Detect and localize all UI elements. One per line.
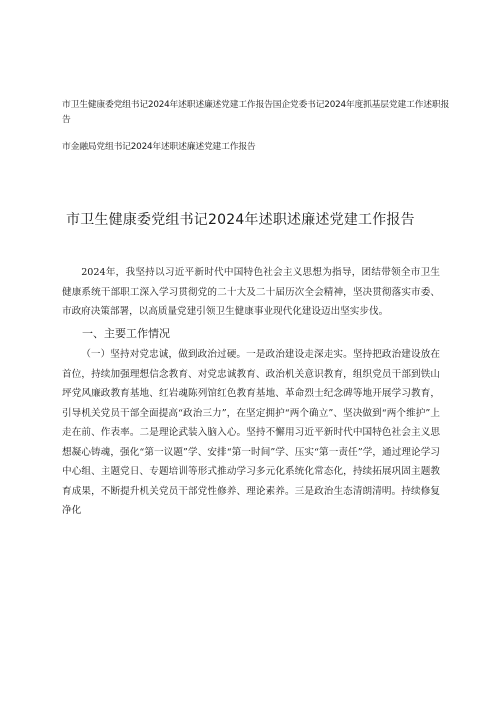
section-paragraph: （一）坚持对党忠诚，做到政治过硬。一是政治建设走深走实。坚持把政治建设放在首位，持续加强理想信念教育、对党忠诚教育、政治机关意识教育，组织党员干部到铁山坪党风廉政教育基地、红岩魂陈列馆红色教育基地、革命烈士纪念碑等地开展学习教育，引导机关党员干部全面提高“政治三力”，在坚定拥护“两个确立”、坚决做到“两个维护”上走在前、作表率。二是理论武装入脑入心。坚持不懈用习近平新时代中国特色社会主义思想凝心铸魂，强化“第一议题”学、安排“第一时间”学、压实“第一责任”学，通过理论学习中心组、主题党日、专题培训等形式推动学习多元化系统化常态化，持续拓展巩固主题教育成果，不断提升机关党员干部党性修养、理论素养。三是政治生态清朗清明。持续修复净化 (62, 349, 440, 516)
related-articles-list (62, 98, 454, 155)
intro-paragraph: 2024年，我坚持以习近平新时代中国特色社会主义思想为指导，团结带领全市卫生健康系统干部职工深入学习贯彻党的二十大及二十届历次全会精神，坚决贯彻落实市委、市政府决策部署，以高质量党建引领卫生健康事业现代化建设迈出坚实步伐。 (62, 267, 440, 317)
document-title: 市卫生健康委党组书记2024年述职述廉述党建工作报告 (66, 212, 415, 228)
document-body (62, 263, 440, 521)
related-article-link[interactable]: 市卫生健康委党组书记2024年述职述廉述党建工作报告国企党委书记2024年度抓基层党建工作述职报告 (62, 100, 450, 125)
related-article-link[interactable]: 市金融局党组书记2024年述职述廉述党建工作报告 (62, 142, 256, 152)
section-heading: 一、主要工作情况 (82, 326, 170, 340)
